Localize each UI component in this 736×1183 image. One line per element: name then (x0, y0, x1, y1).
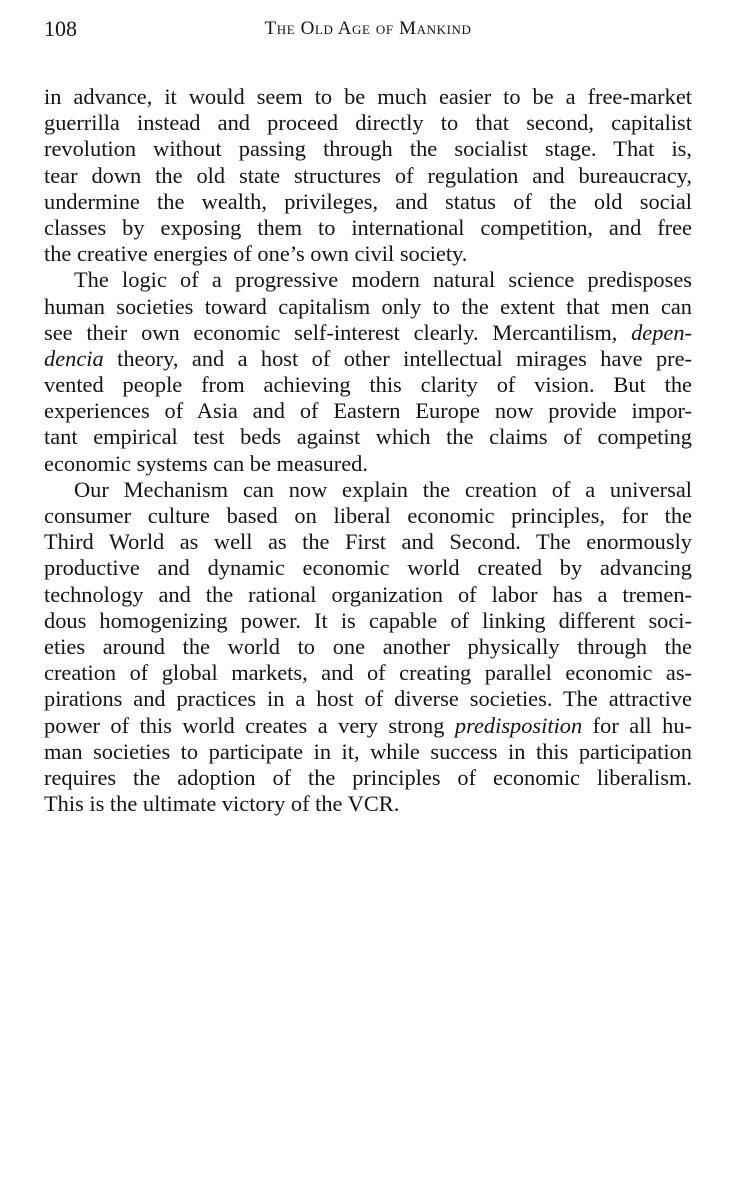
text-line (44, 84, 692, 110)
italic-term: depen- (631, 319, 692, 345)
text-span: tear down the old state structures of regulation and bureaucracy, (44, 162, 692, 188)
text-line (44, 320, 692, 346)
text-span: pirations and practices in a host of diverse societies. The attractive (44, 686, 692, 712)
text-span: vented people from achieving this clarity of vision. But the (44, 372, 692, 398)
text-line (44, 398, 692, 424)
text-span: requires the adoption of the principles of economic liberalism. (44, 764, 692, 790)
text-line (44, 294, 692, 320)
text-line (44, 346, 692, 372)
text-line (44, 608, 692, 634)
italic-term: dencia (44, 345, 104, 371)
text-line (44, 163, 692, 189)
text-line (44, 136, 692, 162)
text-line (44, 372, 692, 398)
text-line (44, 791, 692, 817)
text-line (44, 267, 692, 293)
text-line (44, 555, 692, 581)
text-span: the creative energies of one’s own civil society. (44, 241, 468, 267)
text-span: undermine the wealth, privileges, and status of the old social (44, 188, 692, 214)
text-line (44, 189, 692, 215)
text-span: economic systems can be measured. (44, 450, 368, 476)
text-span: in advance, it would seem to be much easier to be a free-market (44, 84, 692, 109)
text-line (44, 503, 692, 529)
text-span: creation of global markets, and of creating parallel economic as- (44, 660, 692, 686)
text-line (44, 241, 692, 267)
text-span: eties around the world to one another physically through the (44, 633, 692, 659)
text-line (44, 765, 692, 791)
text-span: experiences of Asia and of Eastern Europe now provide impor- (44, 398, 692, 424)
text-span: productive and dynamic economic world created by advancing (44, 555, 692, 581)
text-line (44, 634, 692, 660)
text-line (44, 424, 692, 450)
page-header (44, 14, 692, 44)
text-line (44, 582, 692, 608)
text-line (44, 477, 692, 503)
text-span: for all hu- (582, 712, 692, 738)
paragraph (44, 477, 692, 817)
text-span: revolution without passing through the socialist stage. That is, (44, 136, 692, 162)
text-span: The logic of a progressive modern natural science predisposes (74, 267, 692, 293)
text-line (44, 660, 692, 686)
text-span: consumer culture based on liberal economic principles, for the (44, 503, 692, 528)
text-span: Our Mechanism can now explain the creation of a universal (74, 476, 692, 502)
text-span: classes by exposing them to international competition, and free (44, 214, 692, 240)
text-span: see their own economic self-interest clearly. Mercantilism, (44, 319, 632, 345)
text-span: Third World as well as the First and Second. The enormously (44, 529, 692, 555)
running-head: The Old Age of Mankind (264, 18, 472, 39)
body-text (44, 84, 692, 817)
paragraph (44, 267, 692, 477)
text-line (44, 529, 692, 555)
text-span: power of this world creates a very strong (44, 712, 455, 738)
text-span: human societies toward capitalism only to the extent that men can (44, 293, 692, 319)
text-span: theory, and a host of other intellectual mirages have pre- (103, 345, 692, 371)
text-line (44, 739, 692, 765)
text-span: tant empirical test beds against which the claims of competing (44, 424, 692, 450)
page-number: 108 (44, 16, 77, 41)
text-span: guerrilla instead and proceed directly to that second, capitalist (44, 110, 692, 136)
text-line (44, 713, 692, 739)
italic-term: predisposition (454, 712, 583, 738)
text-span: dous homogenizing power. It is capable of linking different soci- (44, 607, 692, 633)
text-line (44, 451, 692, 477)
text-span: man societies to participate in it, while success in this participation (44, 738, 692, 764)
text-span: technology and the rational organization of labor has a tremen- (44, 581, 692, 607)
text-line (44, 215, 692, 241)
text-line (44, 686, 692, 712)
paragraph (44, 84, 692, 267)
text-span: This is the ultimate victory of the VCR. (44, 791, 400, 817)
text-line (44, 110, 692, 136)
